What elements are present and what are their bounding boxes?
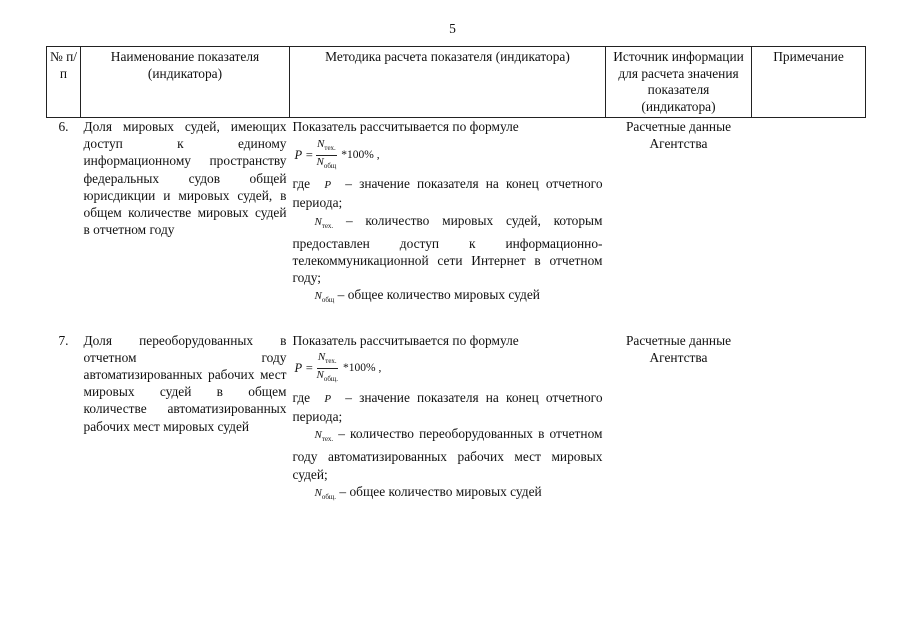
method-intro: Показатель рассчитывается по формуле: [292, 332, 519, 348]
table-row: [47, 332, 866, 506]
table-row: [47, 118, 866, 310]
formula-denominator: $N_{общ}$: [316, 155, 337, 170]
page-number: 5: [449, 21, 456, 36]
formula-fraction: [315, 138, 337, 173]
calculation-method: [290, 118, 606, 310]
header-name: Наименование показателя (индикатора): [81, 47, 290, 118]
note: [752, 332, 866, 506]
indicator-name: Доля мировых судей, имеющих доступ к единому информационному пространству федеральных судов общей юрисдикции и мировых судей, в общем количестве мировых судей в отчетном году: [83, 119, 287, 238]
formula-lhs: P =: [294, 147, 314, 162]
formula: [295, 349, 603, 389]
header-note: Примечание: [752, 47, 866, 118]
calculation-method: [290, 332, 606, 506]
indicators-table: [46, 46, 866, 506]
definition-n-total: $N_{общ.}$ – общее количество мировых судей: [314, 483, 542, 501]
table-header-row: [47, 47, 866, 118]
header-num: № п/п: [47, 47, 81, 118]
formula-lhs: P =: [294, 361, 314, 376]
formula-numerator: $N_{тех.}$: [316, 138, 337, 156]
indicator-name: Доля переоборудованных в отчетном году автоматизированных рабочих мест мировых судей в общем количестве автоматизированных рабочих мест мировых судей: [83, 332, 287, 434]
definition-p: где P – значение показателя на конец отчетного периода;: [292, 176, 603, 211]
definition-n-tech: $N_{тех.}$ – количество мировых судей, которым предоставлен доступ к информационно-телекоммуникационной сети Интернет в отчетном году;: [292, 212, 603, 286]
data-source: Расчетные данные Агентства: [625, 119, 732, 152]
definition-n-tech: $N_{тех.}$ – количество переоборудованных в отчетном году автоматизированных рабочих мест мировых судей;: [292, 426, 603, 482]
row-number: 6.: [58, 119, 69, 134]
method-intro: Показатель рассчитывается по формуле: [292, 119, 519, 134]
formula-fraction: [315, 351, 339, 386]
formula-numerator: $N_{тех.}$: [317, 351, 338, 369]
data-source: Расчетные данные Агентства: [625, 332, 732, 365]
definition-n-total: $N_{общ}$ – общее количество мировых судей: [314, 287, 540, 305]
header-source: Источник информации для расчета значения показателя (индикатора): [606, 47, 752, 118]
formula: [295, 135, 603, 175]
formula-denominator: $N_{общ.}$: [316, 369, 339, 384]
formula-tail: *100% ,: [341, 148, 380, 161]
header-method: Методика расчета показателя (индикатора): [290, 47, 606, 118]
note: [752, 118, 866, 310]
row-number: 7.: [58, 332, 69, 348]
formula-tail: *100% ,: [343, 362, 382, 375]
row-spacer: [47, 310, 866, 332]
definition-p: где P – значение показателя на конец отчетного периода;: [292, 389, 603, 425]
